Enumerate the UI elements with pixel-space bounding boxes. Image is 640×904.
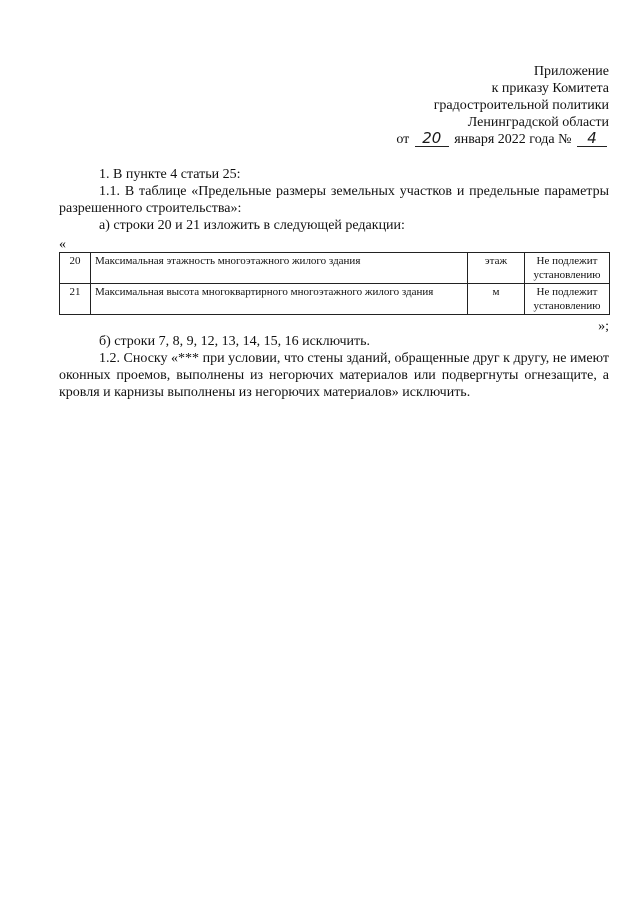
paragraph-b: б) строки 7, 8, 9, 12, 13, 14, 15, 16 исключить. <box>99 334 371 349</box>
paragraph-1-1: 1.1. В таблице «Предельные размеры земельных участков и предельные параметры разрешенного строительства»: <box>59 184 609 216</box>
document-body-bottom <box>59 333 609 401</box>
handwritten-order-number: 4 <box>577 131 607 147</box>
date-rest: января 2022 года № <box>454 132 572 147</box>
paragraph-a: а) строки 20 и 21 изложить в следующей редакции: <box>99 218 405 233</box>
row-value: Не подлежит установлению <box>525 284 610 315</box>
quote-open-mark: « <box>59 237 66 252</box>
row-parameter: Максимальная этажность многоэтажного жилого здания <box>91 253 468 284</box>
row-value: Не подлежит установлению <box>525 253 610 284</box>
row-unit: м <box>468 284 525 315</box>
row-unit: этаж <box>468 253 525 284</box>
header-line-2: к приказу Комитета <box>491 81 609 96</box>
table-row <box>60 253 610 284</box>
table-row <box>60 284 610 315</box>
row-number: 20 <box>60 253 91 284</box>
quote-close-mark: »; <box>598 319 609 334</box>
header-line-4: Ленинградской области <box>467 115 609 130</box>
date-prefix: от <box>396 132 410 147</box>
header-line-1: Приложение <box>533 64 609 79</box>
appendix-header <box>396 63 609 148</box>
row-number: 21 <box>60 284 91 315</box>
row-parameter: Максимальная высота многоквартирного многоэтажного жилого здания <box>91 284 468 315</box>
paragraph-1: 1. В пункте 4 статьи 25: <box>99 167 241 182</box>
header-line-3: градостроительной политики <box>433 98 609 113</box>
document-body-top <box>59 166 609 234</box>
handwritten-day: 20 <box>415 131 449 147</box>
requirements-table <box>59 252 610 315</box>
header-date-line <box>396 131 609 148</box>
paragraph-1-2: 1.2. Сноску «*** при условии, что стены зданий, обращенные друг к другу, не имеют оконных проемов, выполнены из негорючих материалов или подвергнуты огнезащите, а кровля и карнизы выполнены из негорючих материалов» исключить. <box>59 351 609 400</box>
